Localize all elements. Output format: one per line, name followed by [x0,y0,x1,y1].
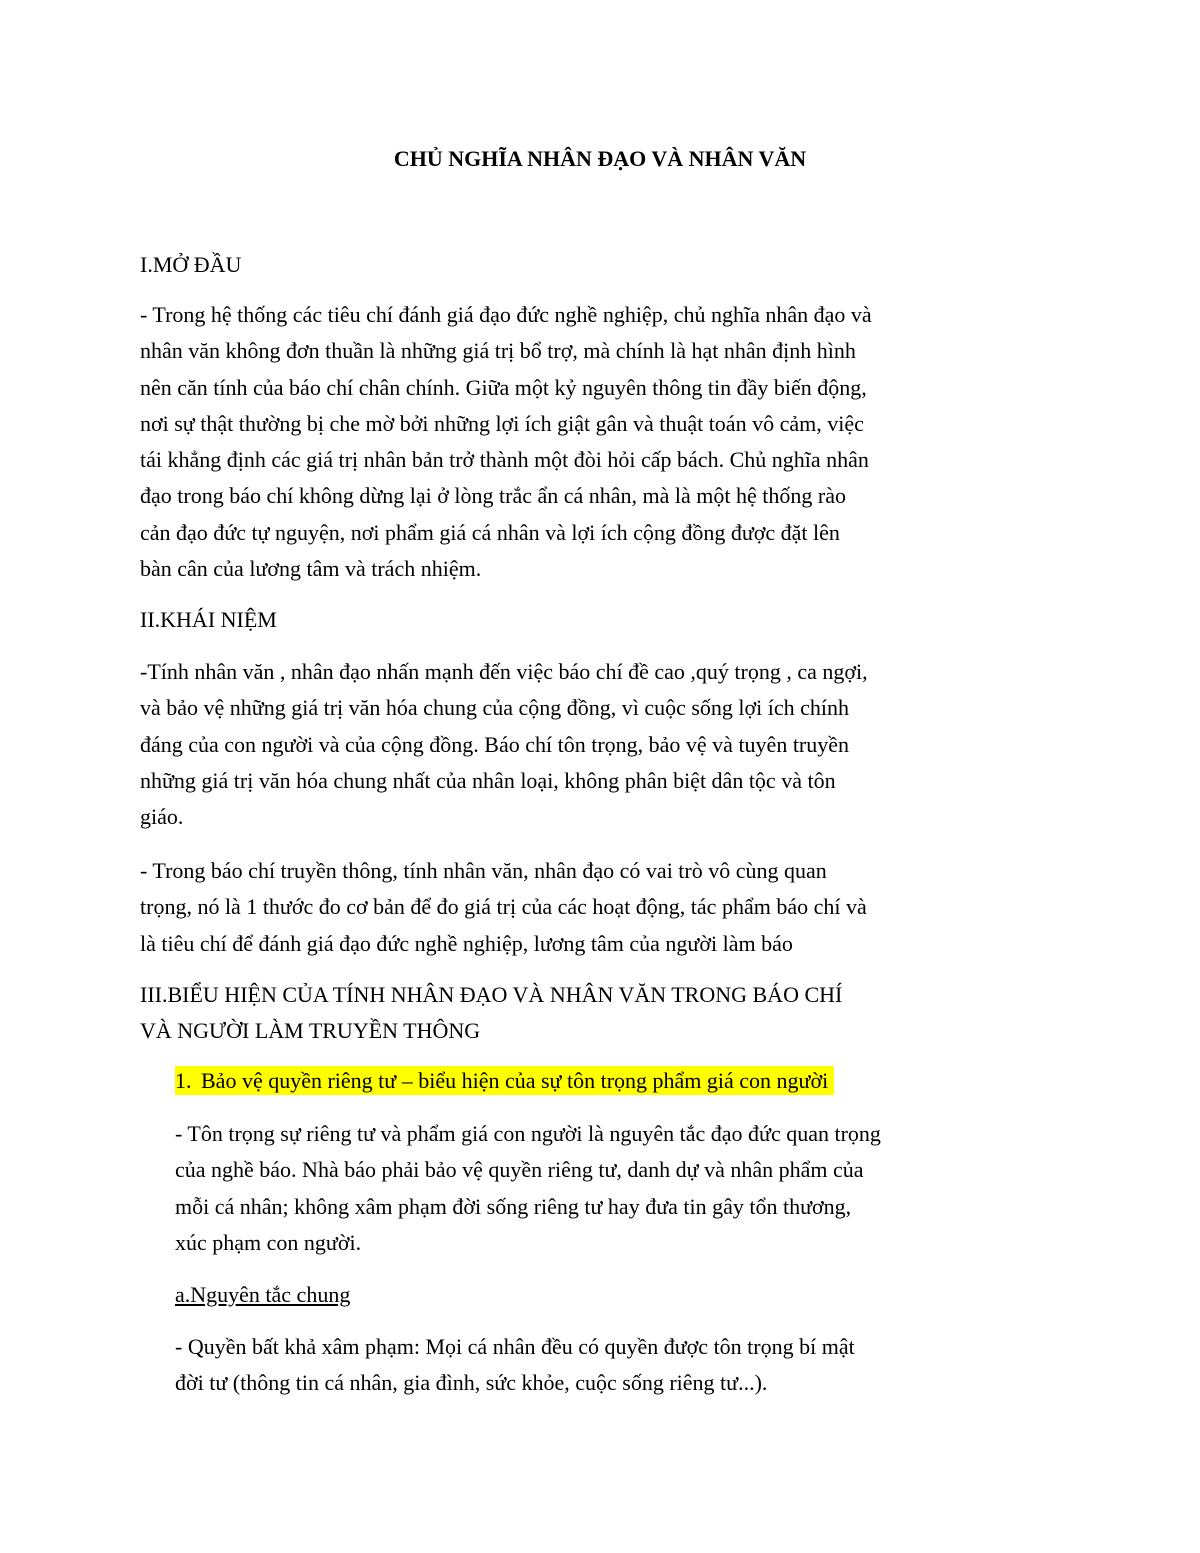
paragraph-line: bàn cân của lương tâm và trách nhiệm. [140,556,482,582]
paragraph-line: nơi sự thật thường bị che mờ bởi những lợi ích giật gân và thuật toán vô cảm, việc [140,410,864,436]
paragraph-line: trọng, nó là 1 thước đo cơ bản để đo giá trị của các hoạt động, tác phẩm báo chí và [140,894,867,920]
paragraph-line: những giá trị văn hóa chung nhất của nhân loại, không phân biệt dân tộc và tôn [140,767,836,793]
paragraph-line: của nghề báo. Nhà báo phải bảo vệ quyền riêng tư, danh dự và nhân phẩm của [175,1157,864,1183]
general-principle-paragraph [175,1329,1075,1402]
paragraph-line: tái khẳng định các giá trị nhân bản trở thành một đòi hỏi cấp bách. Chủ nghĩa nhân [140,447,869,473]
paragraph-line: đạo trong báo chí không dừng lại ở lòng trắc ẩn cá nhân, mà là một hệ thống rào [140,483,846,509]
paragraph-line: đời tư (thông tin cá nhân, gia đình, sức khỏe, cuộc sống riêng tư...). [175,1370,768,1396]
heading-line: VÀ NGƯỜI LÀM TRUYỀN THÔNG [140,1018,481,1044]
item-number: 1. [175,1068,192,1093]
paragraph-line: và bảo vệ những giá trị văn hóa chung của cộng đồng, vì cuộc sống lợi ích chính [140,695,850,721]
intro-paragraph [140,297,1075,587]
document-title: CHỦ NGHĨA NHÂN ĐẠO VÀ NHÂN VĂN [393,146,807,171]
paragraph-line: nên căn tính của báo chí chân chính. Giữa một kỷ nguyên thông tin đầy biến động, [140,374,867,400]
paragraph-line: - Trong hệ thống các tiêu chí đánh giá đạo đức nghề nghiệp, chủ nghĩa nhân đạo và [140,302,872,327]
paragraph-line: đáng của con người và của cộng đồng. Báo chí tôn trọng, bảo vệ và tuyên truyền [140,731,850,757]
highlighted-item-title [175,1066,834,1095]
subsection-heading-general-principle: a.Nguyên tắc chung [175,1282,351,1307]
paragraph-line: - Trong báo chí truyền thông, tính nhân văn, nhân đạo có vai trò vô cùng quan [140,858,827,883]
concept-paragraph-1 [140,654,1075,835]
numbered-item-1 [175,1063,834,1099]
paragraph-line: mỗi cá nhân; không xâm phạm đời sống riêng tư hay đưa tin gây tổn thương, [175,1193,852,1219]
paragraph-line: - Tôn trọng sự riêng tư và phẩm giá con người là nguyên tắc đạo đức quan trọng [175,1121,881,1146]
paragraph-line: -Tính nhân văn , nhân đạo nhấn mạnh đến việc báo chí đề cao ,quý trọng , ca ngợi, [140,659,868,684]
paragraph-line: giáo. [140,804,184,830]
section-heading-intro: I.MỞ ĐẦU [140,252,242,277]
privacy-paragraph [175,1116,1075,1261]
paragraph-line: là tiêu chí để đánh giá đạo đức nghề nghiệp, lương tâm của người làm báo [140,930,793,956]
section-heading-manifestations [140,977,1075,1050]
concept-paragraph-2 [140,853,1075,962]
paragraph-line: nhân văn không đơn thuần là những giá trị bổ trợ, mà chính là hạt nhân định hình [140,338,856,364]
section-heading-concept: II.KHÁI NIỆM [140,607,277,632]
paragraph-line: - Quyền bất khả xâm phạm: Mọi cá nhân đều có quyền được tôn trọng bí mật [175,1334,855,1359]
item-title-text: Bảo vệ quyền riêng tư – biểu hiện của sự tôn trọng phẩm giá con người [201,1068,829,1093]
heading-line: III.BIỂU HIỆN CỦA TÍNH NHÂN ĐẠO VÀ NHÂN VĂN TRONG BÁO CHÍ [140,982,843,1007]
paragraph-line: cản đạo đức tự nguyện, nơi phẩm giá cá nhân và lợi ích cộng đồng được đặt lên [140,519,840,545]
paragraph-line: xúc phạm con người. [175,1229,362,1255]
